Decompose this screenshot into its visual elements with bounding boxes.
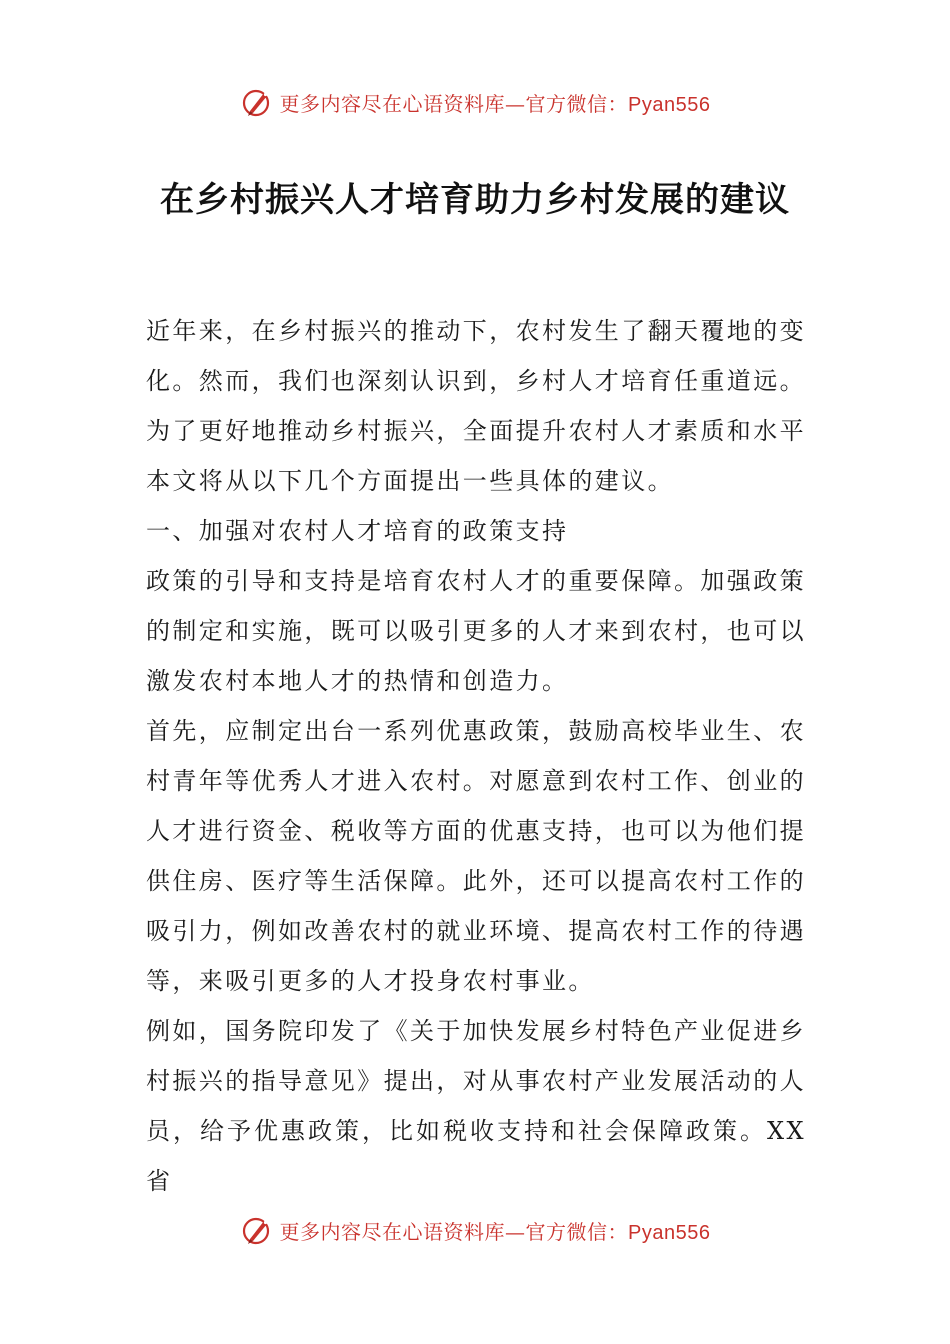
document-title: 在乡村振兴人才培育助力乡村发展的建议 xyxy=(160,180,790,220)
header-banner-text xyxy=(280,88,711,117)
paragraph-example: 例如，国务院印发了《关于加快发展乡村特色产业促进乡村振兴的指导意见》提出，对从事农村产业发展活动的人员，给予优惠政策，比如税收支持和社会保障政策。XX省 xyxy=(146,1017,806,1195)
paragraph-first: 首先，应制定出台一系列优惠政策，鼓励高校毕业生、农村青年等优秀人才进入农村。对愿意到农村工作、创业的人才进行资金、税收等方面的优惠支持，也可以为他们提供住房、医疗等生活保障。此外，还可以提高农村工作的吸引力，例如改善农村的就业环境、提高农村工作的待遇等，来吸引更多的人才投身农村事业。 xyxy=(146,717,806,995)
footer-banner-label: 更多内容尽在心语资料库—官方微信： xyxy=(279,1219,629,1244)
pen-logo-icon xyxy=(240,85,274,119)
footer-banner-id: Pyan556 xyxy=(628,1221,711,1244)
pen-logo-icon xyxy=(240,1213,274,1247)
paragraph-policy: 政策的引导和支持是培育农村人才的重要保障。加强政策的制定和实施，既可以吸引更多的人才来到农村，也可以激发农村本地人才的热情和创造力。 xyxy=(146,567,806,695)
header-banner-id: Pyan556 xyxy=(628,93,711,116)
footer-watermark xyxy=(0,1210,950,1250)
section-heading-1: 一、加强对农村人才培育的政策支持 xyxy=(146,517,569,545)
footer-banner-text xyxy=(280,1216,711,1245)
header-watermark xyxy=(0,82,950,122)
paragraph-intro: 近年来，在乡村振兴的推动下，农村发生了翻天覆地的变化。然而，我们也深刻认识到，乡村人才培育任重道远。为了更好地推动乡村振兴，全面提升农村人才素质和水平本文将从以下几个方面提出一些具体的建议。 xyxy=(146,317,806,495)
header-banner-label: 更多内容尽在心语资料库—官方微信： xyxy=(279,91,629,116)
document-body xyxy=(146,306,806,1206)
